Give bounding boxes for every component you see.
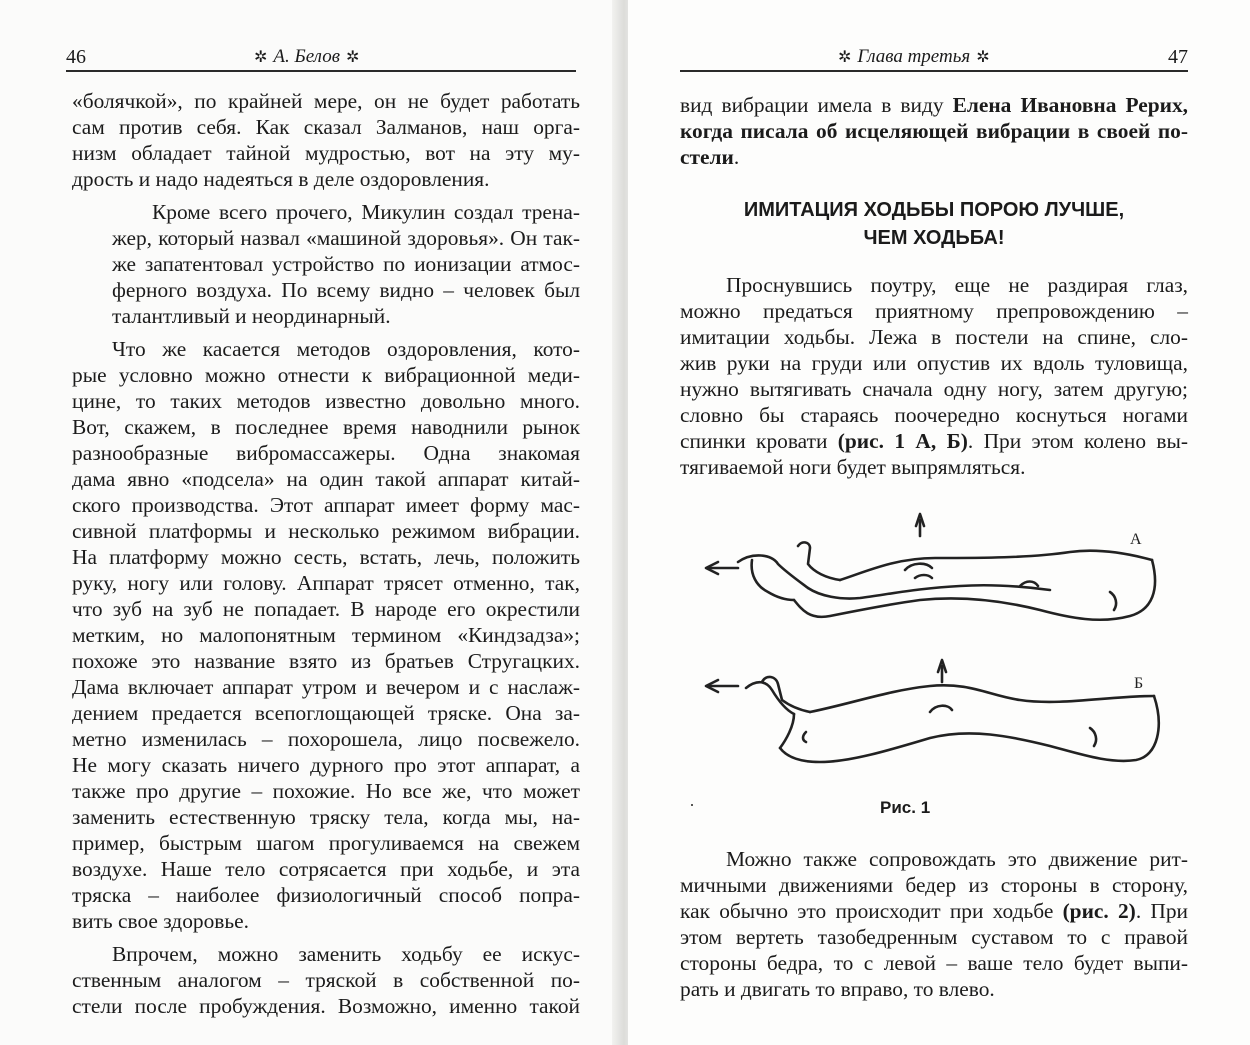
ornament-icon: ✲	[345, 49, 360, 66]
text-line: дама явно «подсела» на один такой аппарат китай-	[72, 467, 580, 491]
text-line: стели после пробуждения. Возможно, именно такой	[72, 994, 580, 1018]
text-line: сивной платформы и несколько режимом вибрации.	[72, 519, 580, 543]
text-line: Не могу сказать ничего дурного про этот аппарат, а	[72, 753, 580, 777]
text-line: На платформу можно сесть, встать, лечь, положить	[72, 545, 580, 569]
text-line: Дама включает аппарат утром и вечером и с наслаж-	[72, 675, 580, 699]
bold-name: Елена Ивановна Рерих,	[952, 93, 1188, 117]
paragraph	[72, 941, 580, 1019]
right-page	[628, 0, 1250, 1045]
figure-reference: (рис. 1 А, Б)	[837, 429, 968, 453]
text-line: же запатентовал устройство по ионизации атмос-	[112, 252, 580, 276]
section-heading	[680, 196, 1188, 252]
inline-text: как обычно это происходит при ходьбе	[680, 899, 1063, 923]
text-line: руку, ногу или голову. Аппарат трясет отменно, так,	[72, 571, 580, 595]
text-line: Вот, скажем, в последнее время наводнили рынок	[72, 415, 580, 439]
text-line: ферного воздуха. По всему видно – человек был	[112, 278, 580, 302]
text-line: жер, который назвал «машиной здоровья». Он так-	[112, 226, 580, 250]
figure-legs-illustration	[690, 500, 1190, 830]
text-line: Можно также сопровождать это движение рит-	[726, 847, 1188, 871]
paragraph	[72, 88, 580, 192]
right-page-header	[680, 44, 1188, 72]
running-head-author: А. Белов	[273, 46, 340, 67]
inline-text: . При этом колено вы-	[967, 429, 1188, 453]
text-line: талантливый и неординарный.	[112, 304, 391, 328]
inline-text: спинки кровати	[680, 429, 838, 453]
text-line: вить свое здоровье.	[72, 909, 249, 933]
left-page	[0, 0, 622, 1045]
legs-drawing	[690, 500, 1190, 830]
right-page-paragraph-2	[680, 846, 1188, 1002]
text-line: словно бы стараясь поочередно коснуться ногами	[680, 403, 1188, 427]
right-page-paragraph-1	[680, 272, 1188, 487]
figure-label-b: Б	[1134, 675, 1144, 692]
text-line: нужно вытягивать сначала одну ногу, затем другую;	[680, 377, 1188, 401]
text-line: тягиваемой ноги будет выпрямляться.	[680, 455, 1026, 479]
inline-text: вид вибрации имела в виду	[680, 93, 953, 117]
text-line: можно предаться приятному препровождению –	[680, 299, 1188, 323]
text-line: стороны бедра, то с левой – ваше тело будет выпи-	[680, 951, 1188, 975]
text-line: «болячкой», по крайней мере, он не будет работать	[72, 89, 580, 113]
ornament-icon: ✲	[254, 49, 268, 66]
leg-figure-a	[706, 514, 1155, 620]
text-line: мичными движениями бедер из стороны в сторону,	[680, 873, 1188, 897]
page-number-right: 47	[1168, 46, 1188, 68]
running-head-left	[254, 46, 359, 68]
text-line: имитации ходьбы. Лежа в постели на спине, сло-	[680, 325, 1188, 349]
text-line: ского производства. Этот аппарат имеет форму мас-	[72, 493, 580, 517]
heading-line: ЧЕМ ХОДЬБА!	[863, 227, 1005, 249]
text-line: пример, быстрым шагом прогуливаемся на свежем	[72, 831, 580, 855]
text-line: Что же касается методов оздоровления, кото-	[112, 337, 580, 361]
paragraph	[680, 92, 1188, 170]
paragraph	[72, 336, 580, 934]
running-head-chapter: Глава третья	[857, 46, 971, 67]
ornament-icon: ✲	[976, 49, 990, 66]
paragraph	[72, 199, 580, 329]
text-line: заменить естественную тряску тела, когда мы, на-	[72, 805, 580, 829]
bold-text: стели	[680, 145, 734, 169]
text-line: дением предается всепоглощающей тряске. Она за-	[72, 701, 580, 725]
bold-text: когда писала об исцеляющей вибрации в своей по-	[680, 119, 1188, 143]
text-line: рать и двигать то вправо, то влево.	[680, 977, 995, 1001]
right-page-intro	[680, 92, 1188, 177]
left-page-header	[66, 44, 576, 72]
text-line: ственным аналогом – тряской в собственной по-	[72, 968, 580, 992]
text-line: также про другие – похожие. Но все же, что может	[72, 779, 580, 803]
text-line: рые условно можно отнести к вибрационной меди-	[72, 363, 580, 387]
text-line: воздухе. Наше тело сотрясается при ходьбе, и эта	[72, 857, 580, 881]
text-line: метким, но малопонятным термином «Киндзадза»;	[72, 623, 580, 647]
figure-caption: Рис. 1	[880, 798, 931, 817]
figure-label-a: А	[1130, 531, 1142, 548]
text-line: Впрочем, можно заменить ходьбу ее искус-	[112, 942, 580, 966]
text-line: низм обладает тайной мудростью, вот на эту му-	[72, 141, 580, 165]
text-line: цине, то таких методов известно довольно много.	[72, 389, 580, 413]
ornament-icon: ✲	[838, 49, 852, 66]
page-number-left: 46	[66, 46, 86, 68]
text-line: дрость и надо надеяться в деле оздоровления.	[72, 167, 490, 191]
figure-reference: (рис. 2)	[1062, 899, 1136, 923]
text-line: что зуб на зуб не попадает. В народе его окрестили	[72, 597, 580, 621]
text-line: похоже это название взято из братьев Стругацких.	[72, 649, 580, 673]
text-line: метно изменилась – похорошела, лицо посвежело.	[72, 727, 580, 751]
text-line: тряска – наиболее физиологичный способ попра-	[72, 883, 580, 907]
left-page-body	[72, 88, 580, 1026]
text-line: Проснувшись поутру, еще не раздирая глаз,	[726, 273, 1188, 297]
leg-figure-b	[691, 660, 1159, 806]
text-line: Кроме всего прочего, Микулин создал трена-	[152, 200, 580, 224]
text-line: сам против себя. Как сказал Залманов, наш орга-	[72, 115, 580, 139]
running-head-right	[838, 46, 990, 68]
text-line: разнообразные вибромассажеры. Одна знакомая	[72, 441, 580, 465]
paragraph	[680, 272, 1188, 480]
text-line: этом вертеть тазобедренным суставом то с правой	[680, 925, 1188, 949]
heading-line: ИМИТАЦИЯ ХОДЬБЫ ПОРОЮ ЛУЧШЕ,	[743, 199, 1125, 221]
inline-text: .	[733, 145, 740, 169]
text-line: жив руки на груди или опустив их вдоль туловища,	[680, 351, 1188, 375]
inline-text: . При	[1135, 899, 1188, 923]
paragraph	[680, 846, 1188, 1002]
